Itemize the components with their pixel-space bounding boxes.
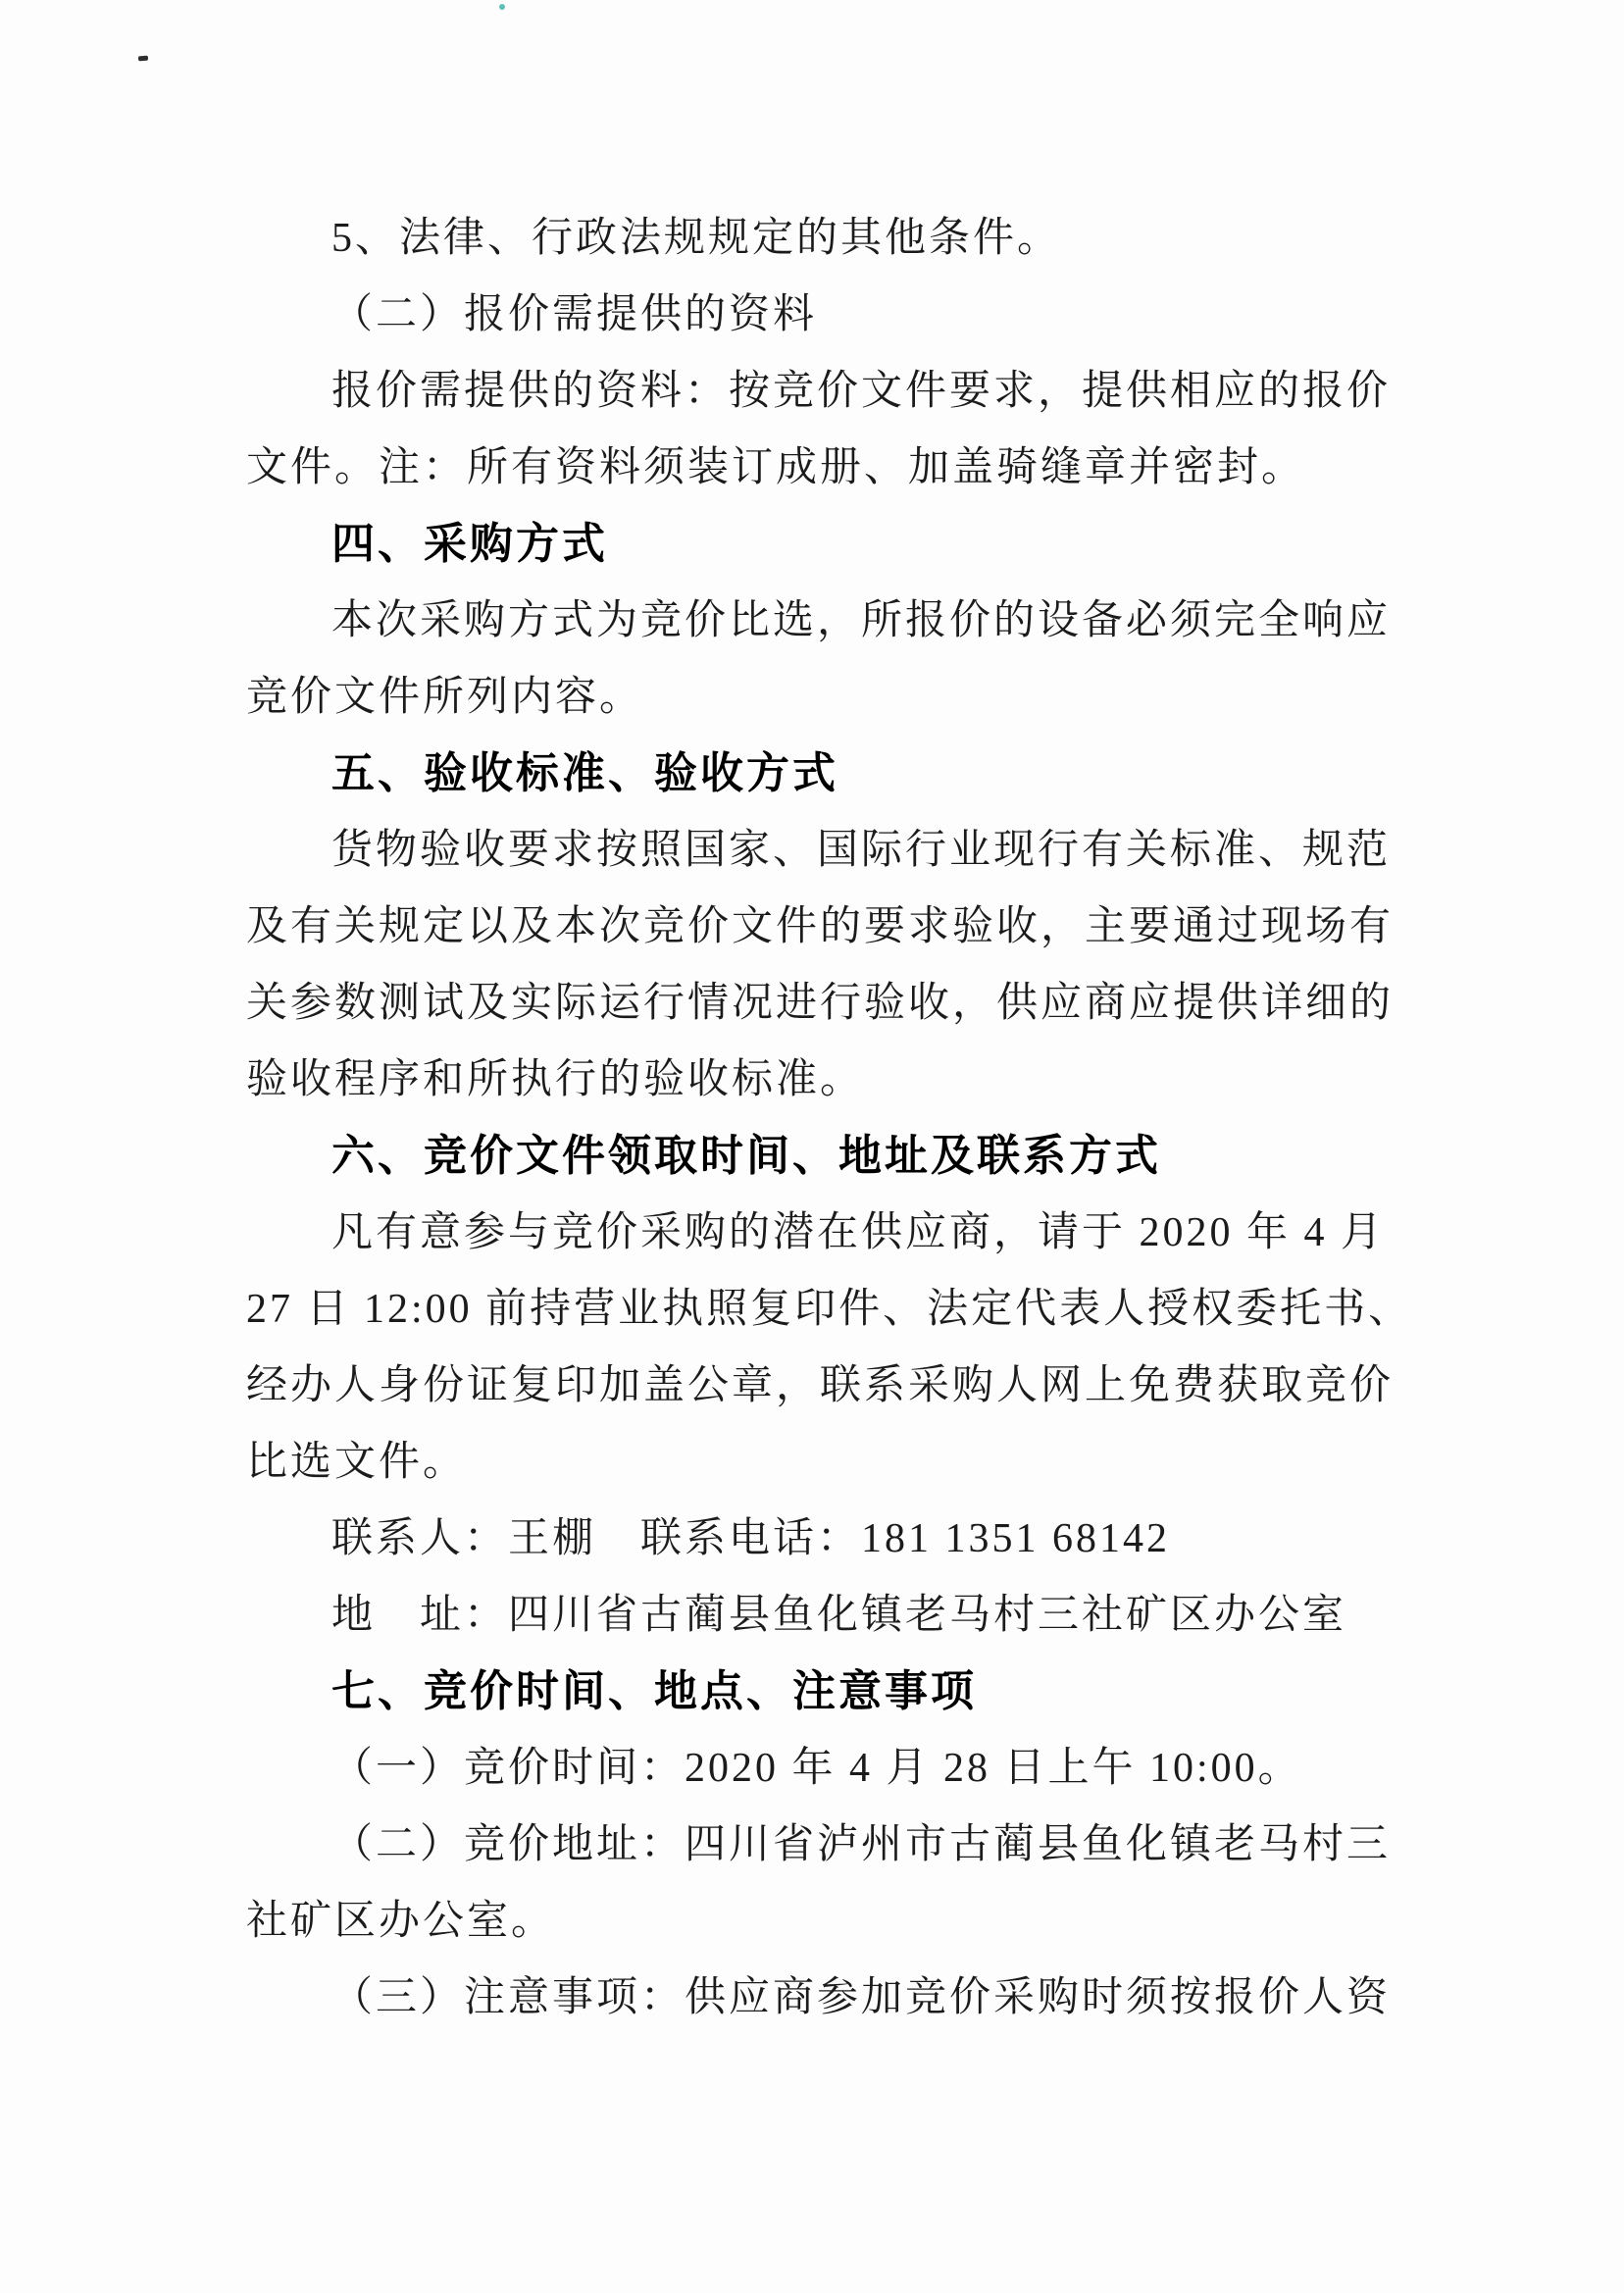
doc-line: 验收程序和所执行的验收标准。 xyxy=(246,1057,865,1102)
doc-line: 27 日 12:00 前持营业执照复印件、法定代表人授权委托书、 xyxy=(246,1287,1413,1332)
bidding-time-line: （一）竞价时间：2020 年 4 月 28 日上午 10:00。 xyxy=(331,1746,1302,1791)
document-body xyxy=(0,200,1624,2036)
bidding-address-line: （二）竞价地址：四川省泸州市古蔺县鱼化镇老马村三 xyxy=(331,1822,1392,1867)
doc-line: 经办人身份证复印加盖公章，联系采购人网上免费获取竞价 xyxy=(246,1363,1395,1408)
scanner-dot xyxy=(499,4,505,10)
doc-line: 本次采购方式为竞价比选，所报价的设备必须完全响应 xyxy=(331,598,1392,643)
contact-line: 联系人：王棚 联系电话：181 1351 68142 xyxy=(331,1516,1171,1561)
doc-line: 报价需提供的资料：按竞价文件要求，提供相应的报价 xyxy=(331,369,1392,414)
doc-line: 比选文件。 xyxy=(246,1440,468,1485)
notes-line: （三）注意事项：供应商参加竞价采购时须按报价人资 xyxy=(331,1975,1392,2020)
address-line: 地 址：四川省古蔺县鱼化镇老马村三社矿区办公室 xyxy=(331,1593,1347,1638)
clause-5-other-conditions: 5、法律、行政法规规定的其他条件。 xyxy=(331,216,1062,261)
doc-line: 竞价文件所列内容。 xyxy=(246,675,644,720)
doc-line: 凡有意参与竞价采购的潜在供应商，请于 2020 年 4 月 xyxy=(331,1210,1386,1255)
doc-line: 货物验收要求按照国家、国际行业现行有关标准、规范 xyxy=(331,828,1392,873)
section-heading-6-document-collection: 六、竞价文件领取时间、地址及联系方式 xyxy=(331,1132,1161,1180)
section-heading-7-bidding-time-place: 七、竞价时间、地点、注意事项 xyxy=(331,1667,977,1715)
subsection-2-heading: （二）报价需提供的资料 xyxy=(331,292,818,337)
doc-line: 及有关规定以及本次竞价文件的要求验收，主要通过现场有 xyxy=(246,904,1395,949)
ink-speck xyxy=(138,56,148,62)
section-heading-4-procurement-method: 四、采购方式 xyxy=(331,520,608,568)
doc-line: 关参数测试及实际运行情况进行验收，供应商应提供详细的 xyxy=(246,981,1395,1026)
doc-line: 社矿区办公室。 xyxy=(246,1899,556,1944)
section-heading-5-acceptance: 五、验收标准、验收方式 xyxy=(331,749,838,797)
doc-line: 文件。注：所有资料须装订成册、加盖骑缝章并密封。 xyxy=(246,445,1306,490)
